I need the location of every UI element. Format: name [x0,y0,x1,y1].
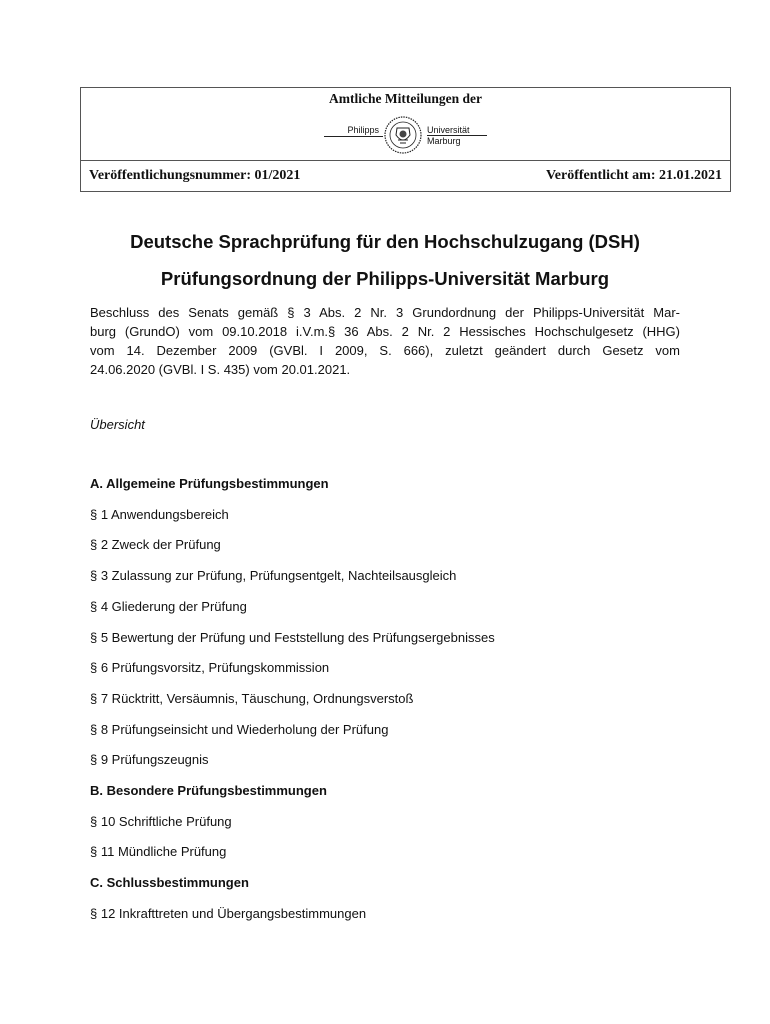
toc-item: § 8 Prüfungseinsicht und Wiederholung der Prüfung [90,721,389,737]
toc-item: § 12 Inkrafttreten und Übergangsbestimmungen [90,905,367,921]
header-top [81,88,730,161]
logo-marburg: Marburg [427,135,461,146]
resolution-line: Beschluss des Senats gemäß § 3 Abs. 2 Nr. 3 Grundordnung der Philipps-Universität Mar- [90,305,680,320]
toc-item: § 6 Prüfungsvorsitz, Prüfungskommission [90,660,330,676]
header-title: Amtliche Mitteilungen der [329,91,482,106]
logo-right-text [423,125,487,146]
publication-number: Veröffentlichungsnummer: 01/2021 [89,168,301,183]
university-seal-icon [383,115,423,155]
toc-item: § 7 Rücktritt, Versäumnis, Täuschung, Ordnungsverstoß [90,690,414,706]
toc-section-heading: C. Schlussbestimmungen [90,875,249,891]
resolution-line: vom 14. Dezember 2009 (GVBl. I 2009, S. 666), zuletzt geändert durch Gesetz vom [90,343,680,358]
toc-item: § 5 Bewertung der Prüfung und Feststellung des Prüfungsergebnisses [90,629,495,645]
overview-heading: Übersicht [90,417,145,432]
header-bottom [81,161,730,191]
toc-item: § 1 Anwendungsbereich [90,506,229,522]
university-logo [81,115,730,155]
publication-header [80,87,731,192]
logo-left-text: Philipps [324,125,383,137]
document-title: Deutsche Sprachprüfung für den Hochschulzugang (DSH) [130,231,640,252]
toc-item: § 10 Schriftliche Prüfung [90,813,232,829]
document-subtitle: Prüfungsordnung der Philipps-Universität Marburg [160,268,610,289]
toc-item: § 4 Gliederung der Prüfung [90,598,247,614]
resolution-line: 24.06.2020 (GVBl. I S. 435) vom 20.01.2021. [90,362,351,377]
toc-item: § 9 Prüfungszeugnis [90,752,209,768]
toc-item: § 3 Zulassung zur Prüfung, Prüfungsentgelt, Nachteilsausgleich [90,568,457,584]
logo-universitaet: Universität [427,125,487,136]
toc-item: § 2 Zweck der Prüfung [90,537,221,553]
toc-item: § 11 Mündliche Prüfung [90,844,227,860]
resolution-paragraph [90,303,680,379]
toc-section-heading: B. Besondere Prüfungsbestimmungen [90,783,327,798]
toc-section-heading: A. Allgemeine Prüfungsbestimmungen [90,476,329,491]
publication-date: Veröffentlicht am: 21.01.2021 [545,168,722,183]
resolution-line: burg (GrundO) vom 09.10.2018 i.V.m.§ 36 Abs. 2 Nr. 2 Hessisches Hochschulgesetz (HHG) [90,324,680,339]
